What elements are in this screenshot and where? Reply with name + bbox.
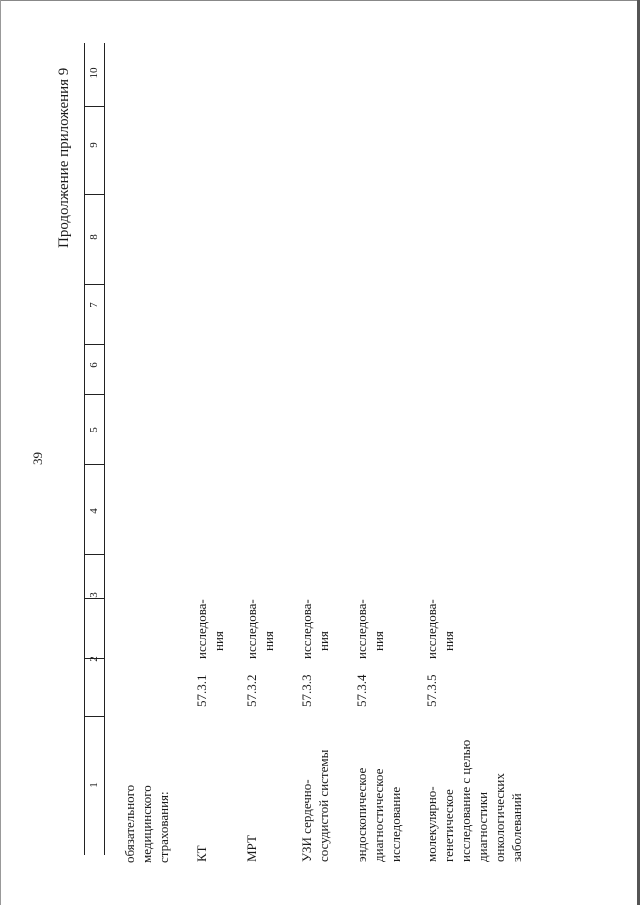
column-number: 2 (88, 656, 100, 662)
table-intro-text: обязательного медицинского страхования: (122, 784, 171, 863)
column-number: 4 (88, 508, 100, 514)
row-name: УЗИ сердечно- сосудистой системы (299, 749, 331, 862)
table-header-top-rule (84, 43, 85, 855)
column-divider (84, 394, 105, 395)
table-header-bottom-rule (104, 43, 105, 855)
column-number: 6 (88, 362, 100, 368)
row-unit: исследова- ния (194, 599, 226, 659)
column-divider (84, 106, 105, 107)
column-number: 7 (88, 302, 100, 308)
row-code: 57.3.1 (194, 674, 209, 707)
column-divider (84, 554, 105, 555)
column-number: 10 (88, 67, 100, 79)
column-divider (84, 194, 105, 195)
column-divider (84, 464, 105, 465)
column-number: 9 (88, 142, 100, 148)
row-code: 57.3.2 (244, 674, 259, 707)
continuation-caption: Продолжение приложения 9 (56, 67, 72, 248)
row-name: эндоскопическое диагностическое исследование (354, 767, 403, 862)
row-code: 57.3.4 (354, 674, 369, 707)
row-unit: исследова- ния (424, 599, 456, 659)
column-number: 5 (88, 427, 100, 433)
row-unit: исследова- ния (299, 599, 331, 659)
row-unit: исследова- ния (354, 599, 386, 659)
row-unit: исследова- ния (244, 599, 276, 659)
row-name: КТ (194, 845, 209, 862)
row-name: МРТ (244, 835, 259, 862)
column-divider (84, 716, 105, 717)
column-number: 3 (88, 592, 100, 598)
row-name: молекулярно- генетическое исследование с целью диагностики онкологических заболеваний (424, 739, 524, 862)
row-code: 57.3.5 (424, 674, 439, 707)
page-number: 39 (30, 452, 45, 465)
column-number: 8 (88, 234, 100, 240)
column-number: 1 (88, 782, 100, 788)
row-code: 57.3.3 (299, 674, 314, 707)
